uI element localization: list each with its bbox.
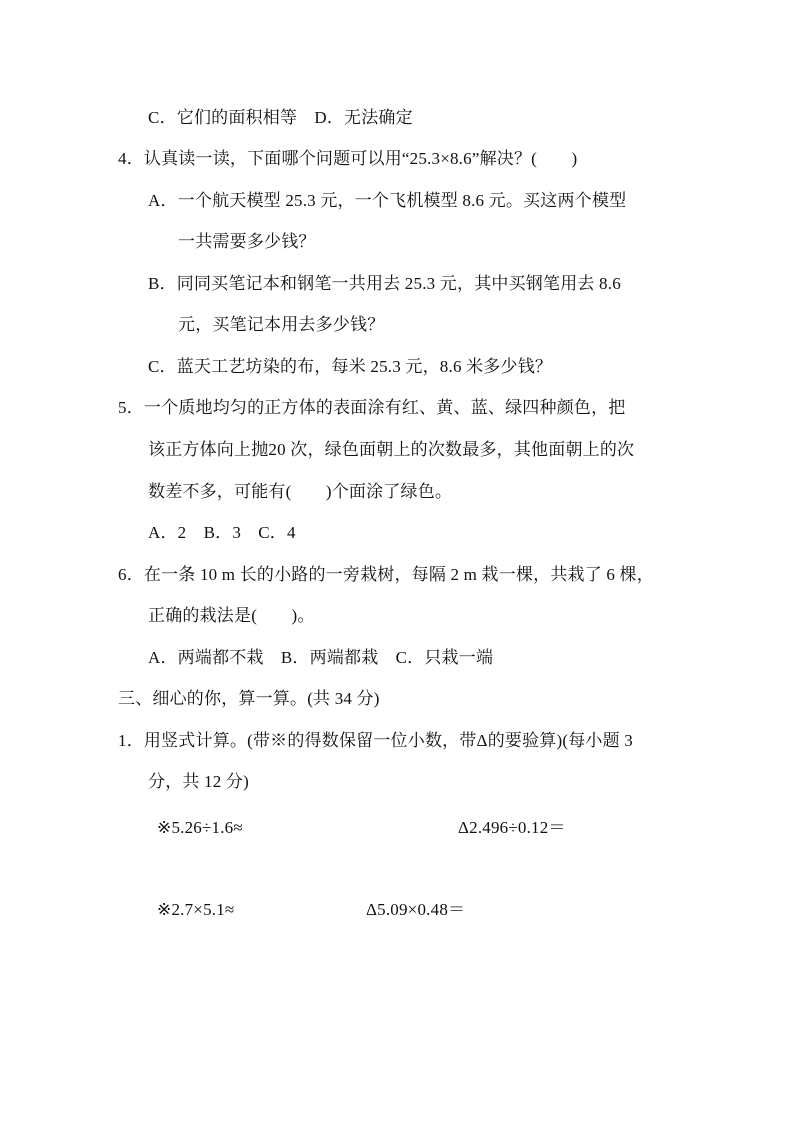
question-6: 6．在一条 10 m 长的小路的一旁栽树，每隔 2 m 栽一棵，共栽了 6 棵， [118,565,654,584]
question-5-cont-1: 该正方体向上抛20 次，绿色面朝上的次数最多，其他面朝上的次 [148,440,635,459]
calc-item-2: Δ2.496÷0.12＝ [458,818,566,837]
calc-item-3: ※2.7×5.1≈ [157,900,235,919]
question-6-cont: 正确的栽法是( )。 [148,606,315,625]
section-3-question-1-cont: 分，共 12 分) [148,772,249,791]
calc-item-1: ※5.26÷1.6≈ [157,818,243,837]
section-3-question-1: 1．用竖式计算。(带※的得数保留一位小数，带Δ的要验算)(每小题 3 [118,731,633,750]
q5-options: A．2 B．3 C．4 [148,523,296,542]
question-4: 4．认真读一读，下面哪个问题可以用“25.3×8.6”解决？( ) [118,149,578,168]
q4-option-a: A．一个航天模型 25.3 元，一个飞机模型 8.6 元。买这两个模型 [148,191,627,210]
q6-options: A．两端都不栽 B．两端都栽 C．只栽一端 [148,648,494,667]
q4-option-b: B．同同买笔记本和钢笔一共用去 25.3 元，其中买钢笔用去 8.6 [148,274,621,293]
calc-item-4: Δ5.09×0.48＝ [366,900,466,919]
q4-option-a-cont: 一共需要多少钱？ [178,232,316,251]
q4-option-c: C．蓝天工艺坊染的布，每米 25.3 元，8.6 米多少钱？ [148,357,553,376]
option-line-q3-c-d: C．它们的面积相等 D．无法确定 [148,108,413,127]
question-5: 5．一个质地均匀的正方体的表面涂有红、黄、蓝、绿四种颜色，把 [118,398,626,417]
question-5-cont-2: 数差不多，可能有( )个面涂了绿色。 [148,482,453,501]
q4-option-b-cont: 元，买笔记本用去多少钱？ [178,315,385,334]
section-3-heading: 三、细心的你，算一算。(共 34 分) [118,689,380,708]
